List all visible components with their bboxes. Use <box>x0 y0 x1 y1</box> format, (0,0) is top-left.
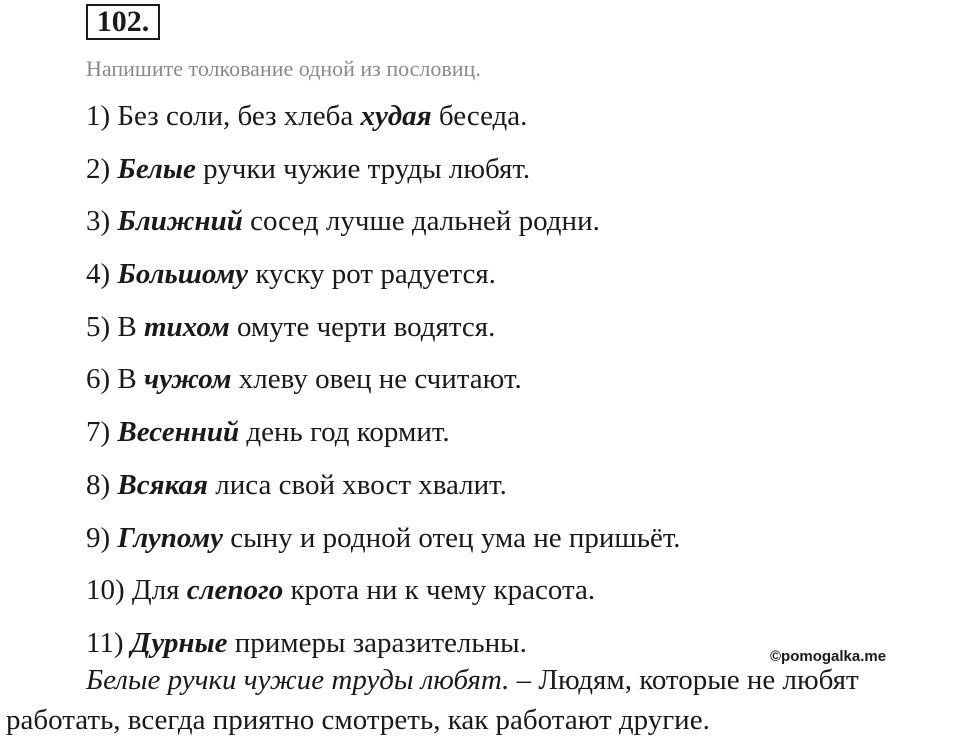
proverb-prefix: 2) <box>86 152 118 185</box>
proverb-item-8 <box>86 464 681 517</box>
proverb-item-9 <box>86 517 681 570</box>
proverb-suffix: омуте черти водятся. <box>229 310 496 343</box>
proverb-suffix: беседа. <box>431 100 528 132</box>
proverb-item-3 <box>86 200 681 253</box>
proverb-key-word: Большому <box>117 258 249 291</box>
proverb-suffix: день год кормит. <box>239 416 450 449</box>
proverb-suffix: крота ни к чему красота. <box>283 574 596 607</box>
proverb-prefix: 7) <box>86 416 118 449</box>
proverb-suffix: лиса свой хвост хвалит. <box>208 468 507 501</box>
answer-paragraph <box>6 660 956 740</box>
proverb-list <box>86 95 681 675</box>
proverb-suffix: хлеву овец не считают. <box>231 363 522 396</box>
proverb-suffix: сыну и родной отец ума не пришьёт. <box>223 521 681 554</box>
proverb-suffix: куску рот радуется. <box>248 258 496 291</box>
proverb-item-4 <box>86 253 681 306</box>
proverb-suffix: примеры заразительны. <box>227 626 527 659</box>
proverb-key-word: слепого <box>186 574 284 607</box>
proverb-key-word: чужом <box>144 363 232 396</box>
proverb-item-5 <box>86 306 681 359</box>
proverb-key-word: Ближний <box>117 205 243 238</box>
proverb-prefix: 1) Без соли, без хлеба <box>86 100 361 132</box>
proverb-item-6 <box>86 358 681 411</box>
proverb-item-10 <box>86 569 681 622</box>
exercise-number: 102. <box>86 4 160 40</box>
proverb-item-7 <box>86 411 681 464</box>
proverb-prefix: 11) <box>86 626 131 659</box>
proverb-suffix: сосед лучше дальней родни. <box>242 205 600 238</box>
proverb-item-1 <box>86 95 681 148</box>
proverb-key-word: худая <box>360 100 432 132</box>
instruction-text: Напишите толкование одной из пословиц. <box>86 56 481 81</box>
proverb-prefix: 9) <box>86 521 118 554</box>
proverb-key-word: Глупому <box>117 521 224 554</box>
proverb-key-word: Весенний <box>117 416 240 449</box>
proverb-item-2 <box>86 148 681 201</box>
proverb-prefix: 3) <box>86 205 118 238</box>
proverb-key-word: Дурные <box>130 626 228 659</box>
answer-quoted-proverb: Белые ручки чужие труды любят. <box>86 664 510 696</box>
proverb-key-word: Всякая <box>117 468 208 501</box>
proverb-prefix: 4) <box>86 258 118 291</box>
watermark: ©pomogalka.me <box>770 648 887 665</box>
proverb-prefix: 5) В <box>86 310 144 343</box>
proverb-prefix: 10) Для <box>86 574 187 607</box>
proverb-prefix: 8) <box>86 468 118 501</box>
proverb-prefix: 6) В <box>86 363 144 396</box>
answer-explanation: – Людям, которые не любят работать, всегда приятно смотреть, как работают другие. <box>6 664 859 736</box>
proverb-key-word: тихом <box>144 310 230 343</box>
proverb-suffix: ручки чужие труды любят. <box>195 152 531 185</box>
proverb-key-word: Белые <box>117 152 196 185</box>
